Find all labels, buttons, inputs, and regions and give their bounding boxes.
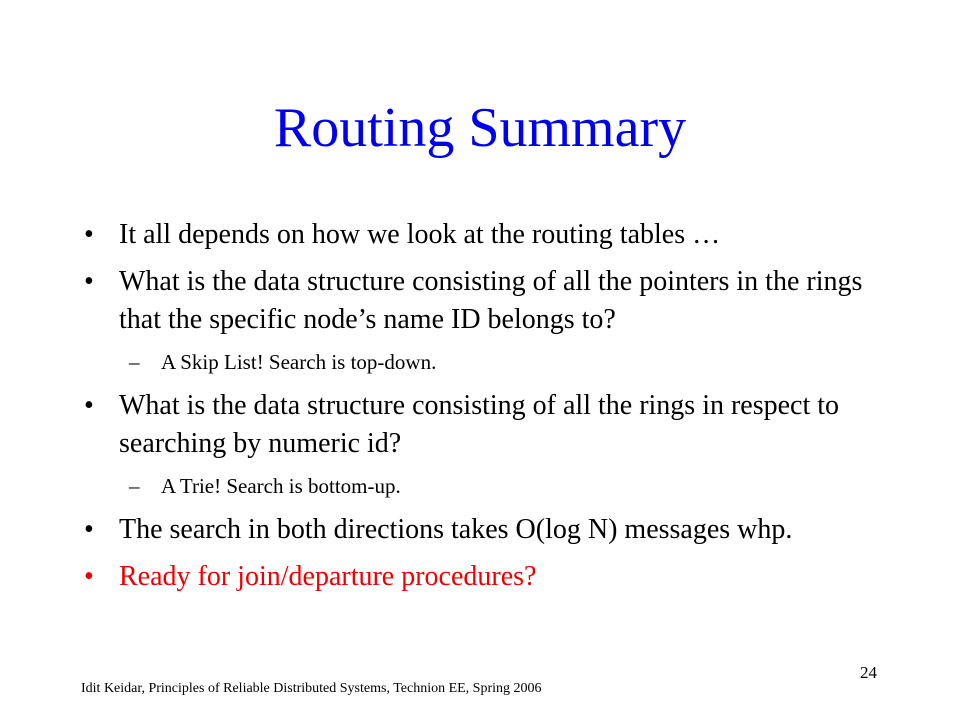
bullet-marker: • bbox=[84, 390, 94, 421]
sub-bullet-text: A Skip List! Search is top-down. bbox=[161, 350, 437, 374]
bullet-text: Ready for join/departure procedures? bbox=[119, 561, 537, 592]
bullet-item bbox=[84, 216, 884, 254]
bullet-text: The search in both directions takes O(log N) messages whp. bbox=[119, 514, 793, 545]
bullet-marker: • bbox=[84, 266, 94, 297]
bullet-text: It all depends on how we look at the routing tables … bbox=[119, 219, 721, 250]
bullet-marker: • bbox=[84, 219, 94, 250]
sub-bullet-item bbox=[84, 472, 884, 500]
bullet-item bbox=[84, 263, 884, 339]
footer-citation: Idit Keidar, Principles of Reliable Distributed Systems, Technion EE, Spring 2006 bbox=[81, 681, 542, 696]
dash-marker: – bbox=[129, 350, 140, 374]
sub-bullet-text: A Trie! Search is bottom-up. bbox=[161, 474, 401, 498]
bullet-item bbox=[84, 511, 884, 549]
bullet-marker: • bbox=[84, 514, 94, 545]
bullet-marker: • bbox=[84, 561, 94, 592]
dash-marker: – bbox=[129, 474, 140, 498]
sub-bullet-item bbox=[84, 348, 884, 376]
bullet-list bbox=[84, 216, 884, 605]
bullet-item bbox=[84, 387, 884, 463]
bullet-text: What is the data structure consisting of all the rings in respect to searching by numeric id? bbox=[119, 390, 840, 459]
slide-title: Routing Summary bbox=[273, 97, 687, 159]
bullet-text: What is the data structure consisting of all the pointers in the rings that the specific node’s name ID belongs to? bbox=[119, 266, 863, 335]
bullet-item-highlighted bbox=[84, 558, 884, 596]
page-number: 24 bbox=[860, 663, 877, 682]
